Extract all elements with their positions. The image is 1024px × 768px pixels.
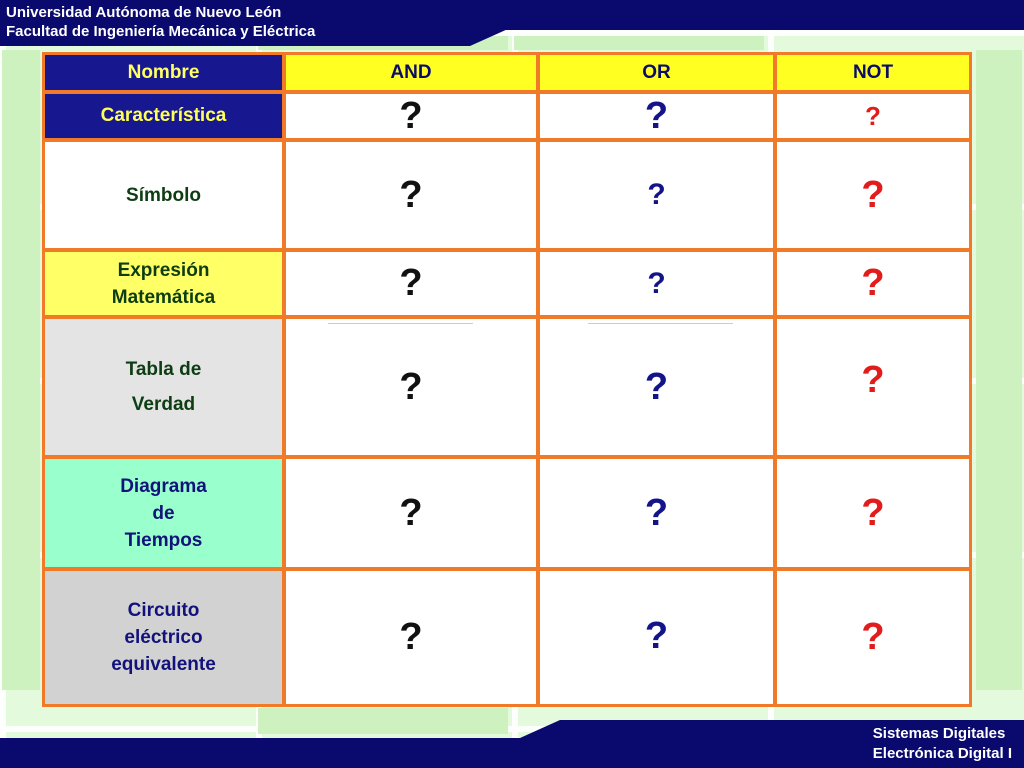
answer-cell-and[interactable]	[286, 94, 536, 138]
row-label-line: Tiempos	[124, 529, 203, 551]
row-label-caracteristica	[45, 94, 282, 138]
university-name: Universidad Autónoma de Nuevo León	[6, 4, 282, 21]
answer-cell-and[interactable]	[286, 319, 536, 455]
question-mark: ?	[399, 262, 423, 304]
row-label-line: de	[152, 502, 175, 524]
answer-cell-not[interactable]	[777, 94, 969, 138]
question-mark: ?	[644, 491, 669, 534]
answer-cell-or[interactable]	[540, 571, 773, 704]
faint-divider	[588, 323, 733, 324]
faint-divider	[328, 323, 473, 324]
question-mark: ?	[865, 100, 881, 131]
answer-cell-and[interactable]	[286, 252, 536, 315]
question-mark: ?	[861, 359, 885, 401]
background-tile	[976, 50, 1022, 690]
row-label-line: eléctrico	[124, 627, 203, 648]
row-label-simbolo	[45, 142, 282, 248]
column-header-or	[540, 55, 773, 90]
answer-cell-and[interactable]	[286, 459, 536, 567]
answer-cell-not[interactable]	[777, 142, 969, 248]
column-header-label: Nombre	[127, 61, 200, 83]
answer-cell-or[interactable]	[540, 459, 773, 567]
column-header-label: NOT	[852, 61, 894, 83]
column-header-label: OR	[642, 61, 671, 83]
column-header-nombre	[45, 55, 282, 90]
logic-gates-table	[42, 52, 972, 707]
subject-name: Electrónica Digital I	[872, 745, 1012, 762]
row-label-line: Expresión	[117, 259, 210, 281]
background-tile	[2, 50, 40, 690]
header-title	[6, 3, 315, 41]
row-label-line: Circuito	[127, 600, 200, 621]
question-mark: ?	[647, 178, 666, 211]
question-mark: ?	[399, 616, 423, 658]
answer-cell-or[interactable]	[540, 252, 773, 315]
row-label-line: Verdad	[131, 394, 196, 415]
answer-cell-or[interactable]	[540, 319, 773, 455]
answer-cell-not[interactable]	[777, 459, 969, 567]
answer-cell-not[interactable]	[777, 319, 969, 455]
answer-cell-or[interactable]	[540, 94, 773, 138]
question-mark: ?	[644, 365, 669, 408]
row-label-tabla-de-verdad	[45, 319, 282, 455]
answer-cell-or[interactable]	[540, 142, 773, 248]
question-mark: ?	[644, 615, 669, 657]
question-mark: ?	[861, 491, 885, 534]
column-header-not	[777, 55, 969, 90]
course-name: Sistemas Digitales	[872, 725, 1006, 742]
row-label-line: equivalente	[111, 654, 216, 675]
background-tile	[258, 708, 508, 734]
row-label: Característica	[100, 105, 227, 126]
answer-cell-and[interactable]	[286, 571, 536, 704]
question-mark: ?	[861, 616, 885, 658]
column-header-label: AND	[390, 61, 432, 83]
row-label-diagrama-de-tiempos	[45, 459, 282, 567]
question-mark: ?	[861, 262, 885, 304]
background-tile	[514, 36, 764, 50]
row-label: Símbolo	[126, 184, 201, 206]
answer-cell-not[interactable]	[777, 571, 969, 704]
answer-cell-and[interactable]	[286, 142, 536, 248]
question-mark: ?	[861, 173, 885, 216]
answer-cell-not[interactable]	[777, 252, 969, 315]
question-mark: ?	[399, 365, 423, 408]
row-label-circuito-electrico-equivalente	[45, 571, 282, 704]
column-header-and	[286, 55, 536, 90]
row-label-line: Diagrama	[120, 475, 207, 497]
row-label-line: Tabla de	[125, 359, 202, 380]
question-mark: ?	[399, 94, 423, 137]
question-mark: ?	[399, 491, 423, 534]
footer-title	[873, 724, 1012, 764]
row-label-expresion-matematica	[45, 252, 282, 315]
question-mark: ?	[647, 266, 666, 300]
question-mark: ?	[644, 94, 669, 137]
faculty-name: Facultad de Ingeniería Mecánica y Eléctrica	[6, 23, 316, 40]
question-mark: ?	[399, 173, 423, 216]
row-label-line: Matemática	[111, 286, 216, 308]
